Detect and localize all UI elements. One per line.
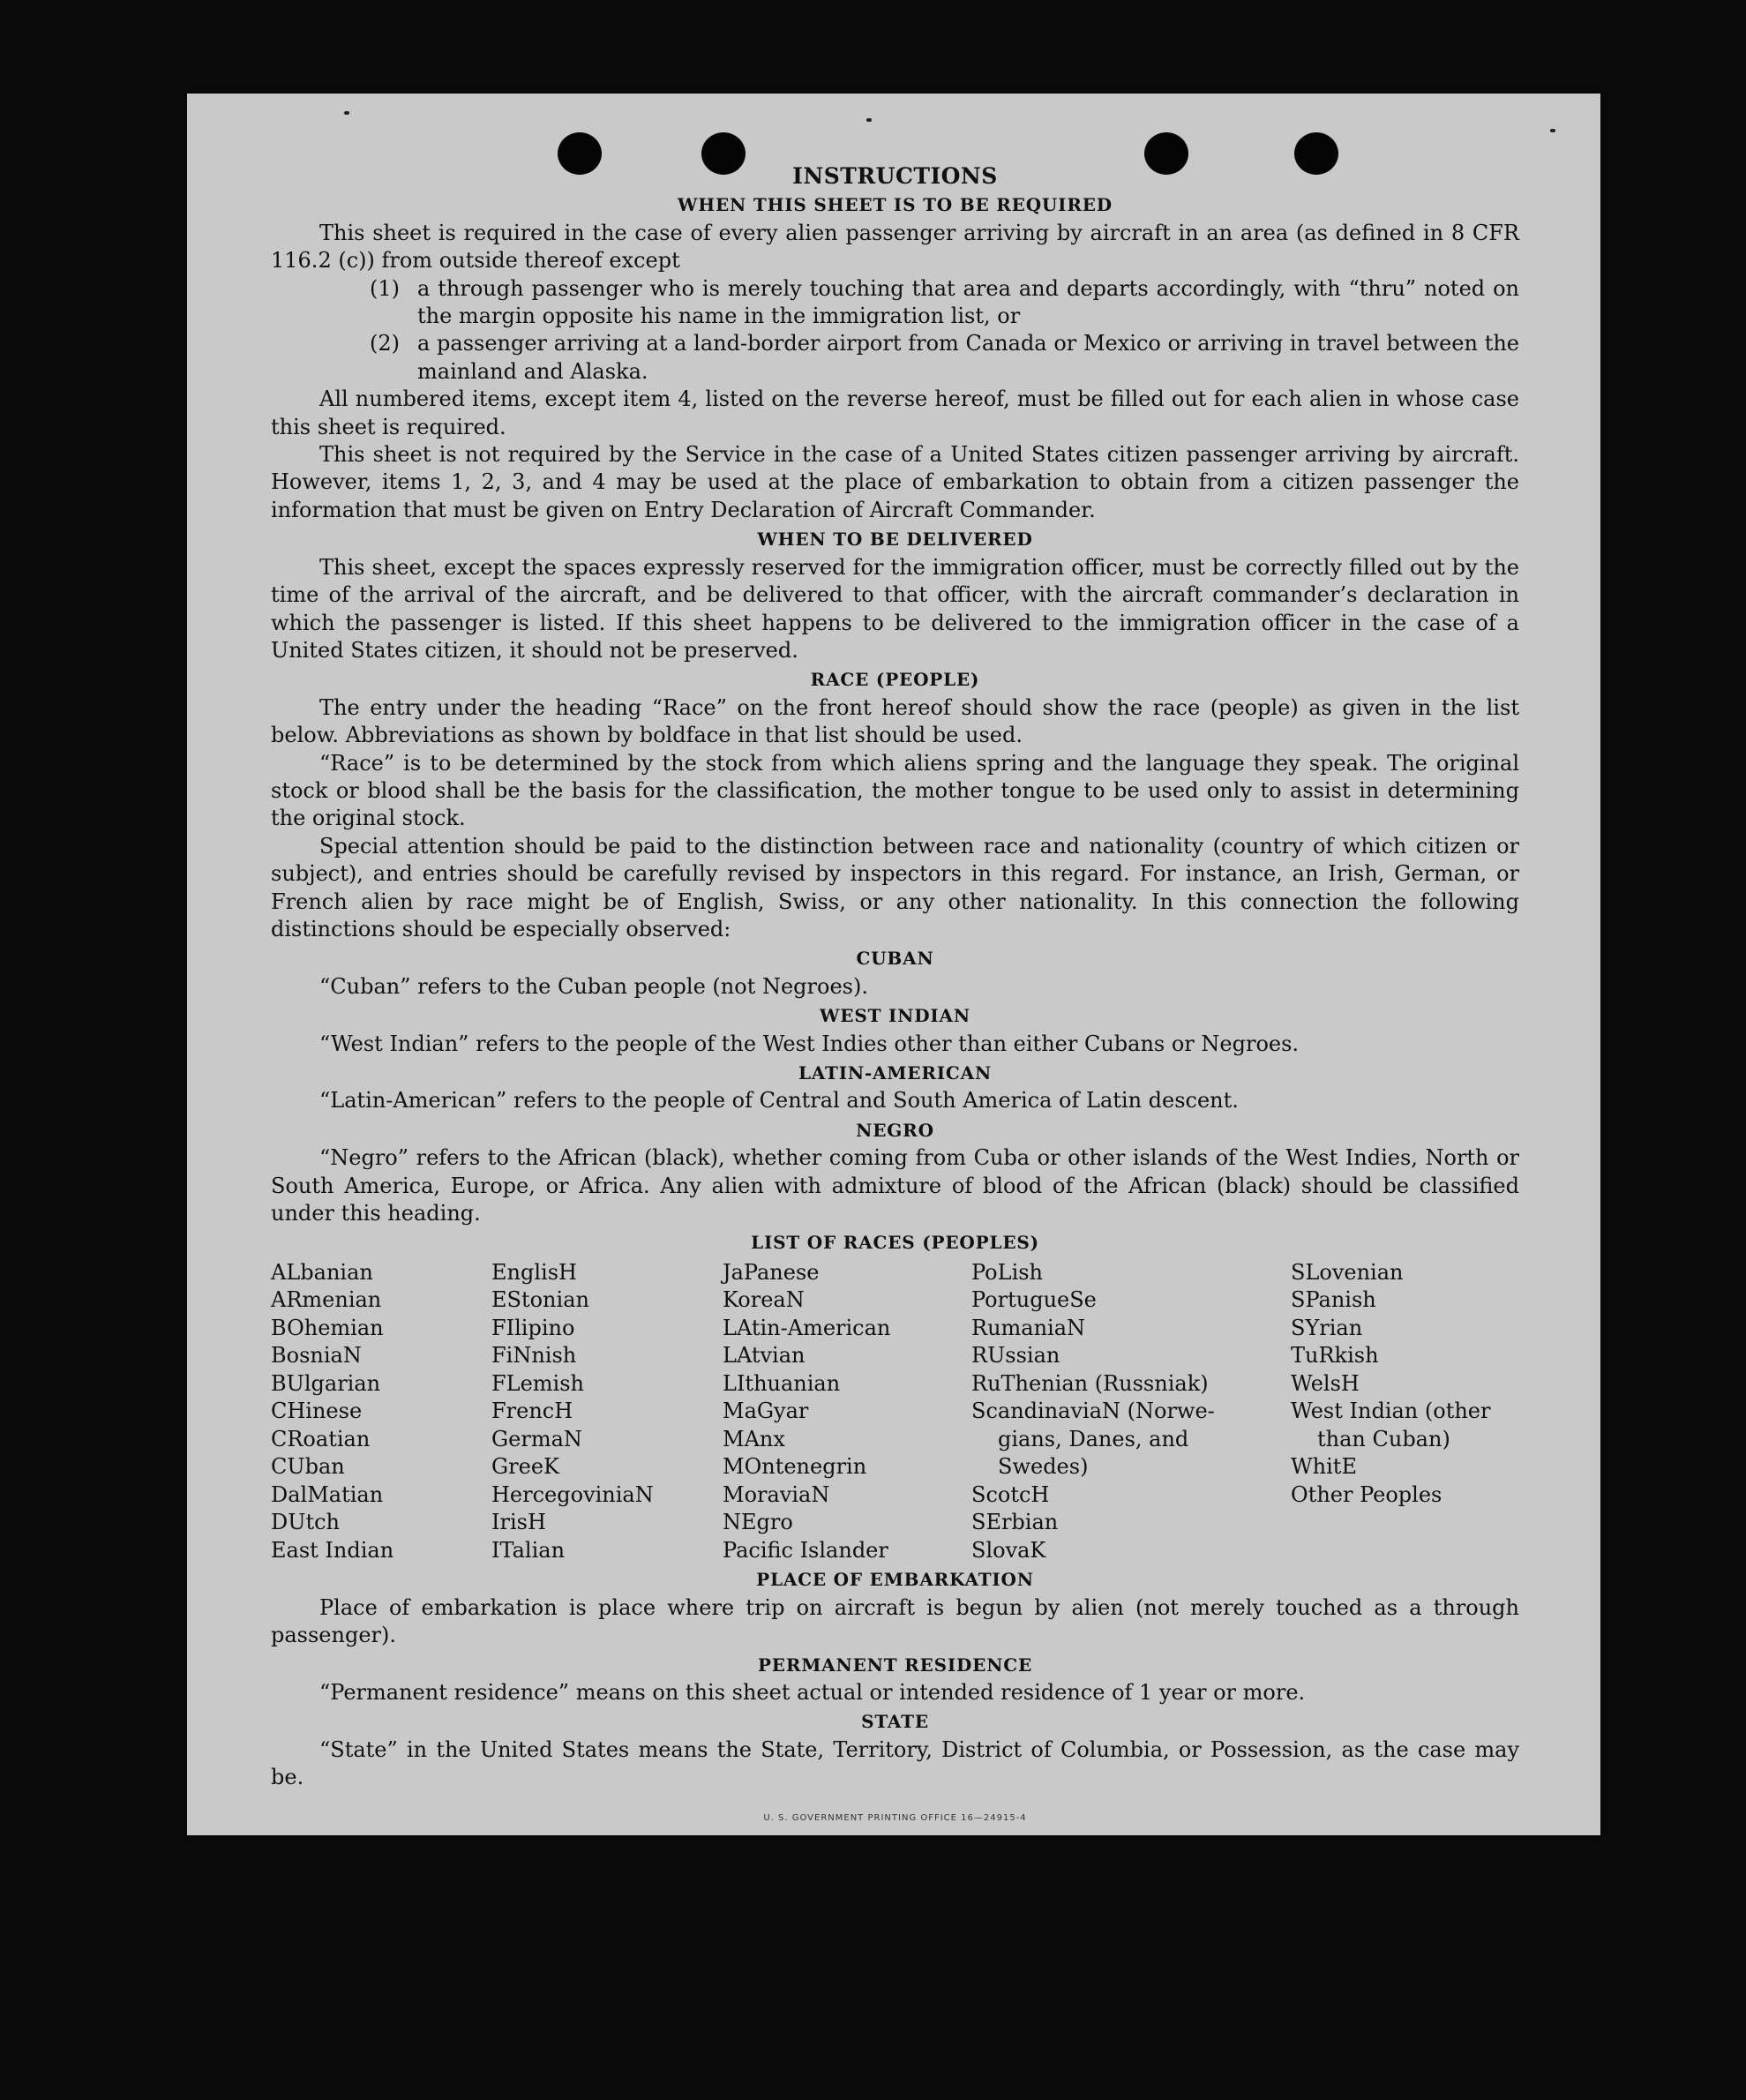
paragraph: “Permanent residence” means on this sheet actual or intended residence of 1 year or more. — [319, 1679, 1306, 1705]
race-entry: PortugueSe — [971, 1287, 1097, 1313]
paragraph: The entry under the heading “Race” on the front hereof should show the race (people) as given in the list below. Abbreviations as shown by boldface in that list should be used. — [271, 694, 1519, 748]
list-item — [271, 275, 1519, 331]
document-sheet — [187, 94, 1600, 1835]
race-entry: RUssian — [971, 1343, 1060, 1369]
race-entry: MAnx — [723, 1426, 785, 1451]
race-entry: SLovenian — [1291, 1259, 1404, 1285]
paragraph: “State” in the United States means the State, Territory, District of Columbia, or Possession, as the case may be. — [271, 1736, 1519, 1790]
race-entry: DalMatian — [271, 1481, 384, 1507]
paragraph: This sheet, except the spaces expressly reserved for the immigration officer, must be correctly filled out by the time of the arrival of the aircraft, and be delivered to that officer, with the aircraft commander’s declaration in which the passenger is listed. If this sheet happens to be delivered to the immigration officer in the case of a United States citizen, it should not be preserved. — [271, 554, 1519, 663]
race-entry: CRoatian — [271, 1426, 371, 1451]
list-item — [271, 330, 1519, 386]
page-title: INSTRUCTIONS — [792, 163, 998, 189]
race-entry: PoLish — [971, 1259, 1044, 1285]
race-entry: WhitE — [1291, 1454, 1357, 1480]
paragraph: This sheet is not required by the Service in the case of a United States citizen passenger arriving by aircraft. However, items 1, 2, 3, and 4 may be used at the place of embarkation to obtain from a citizen passenger the information that must be given on Entry Declaration of Aircraft Commander. — [271, 442, 1519, 522]
section-heading: STATE — [861, 1711, 929, 1733]
section-heading: LIST OF RACES (PEOPLES) — [751, 1232, 1039, 1254]
race-entry: DUtch — [271, 1510, 341, 1535]
section-heading: WHEN THIS SHEET IS TO BE REQUIRED — [678, 194, 1113, 216]
race-entry: WelsH — [1291, 1370, 1360, 1396]
race-entry: TuRkish — [1291, 1343, 1379, 1369]
instructions-body — [271, 162, 1519, 1832]
race-entry: than Cuban) — [1317, 1426, 1450, 1451]
paragraph: “Race” is to be determined by the stock from which aliens spring and the language they speak. The original stock or blood shall be the basis for the classification, the mother tongue to be used only to assist in determining the original stock. — [271, 750, 1519, 831]
race-entry: LAtin-American — [723, 1315, 891, 1340]
race-entry: IrisH — [491, 1510, 546, 1535]
race-entry: BosniaN — [271, 1343, 362, 1369]
race-entry: ALbanian — [271, 1259, 373, 1285]
section-heading: PERMANENT RESIDENCE — [757, 1654, 1033, 1676]
race-entry: MaGyar — [723, 1399, 809, 1424]
race-entry: ScotcH — [971, 1481, 1050, 1507]
race-entry: SErbian — [971, 1510, 1059, 1535]
race-entry: RuThenian (Russniak) — [971, 1370, 1209, 1396]
paragraph: “Cuban” refers to the Cuban people (not Negroes). — [319, 973, 868, 999]
race-entry: ARmenian — [271, 1287, 382, 1313]
race-entry: JaPanese — [723, 1259, 820, 1285]
race-entry: Swedes) — [998, 1454, 1089, 1480]
race-entry: LAtvian — [723, 1343, 806, 1369]
race-entry: West Indian (other — [1291, 1399, 1491, 1424]
race-entry: CUban — [271, 1454, 345, 1480]
race-entry: ITalian — [491, 1537, 566, 1563]
race-entry: Pacific Islander — [723, 1537, 888, 1563]
races-column — [491, 1259, 723, 1565]
race-entry: ScandinaviaN (Norwe- — [971, 1399, 1215, 1424]
races-column — [723, 1259, 971, 1565]
paragraph: All numbered items, except item 4, listed on the reverse hereof, must be filled out for each alien in whose case this sheet is required. — [271, 386, 1519, 439]
race-entry: GreeK — [491, 1454, 559, 1480]
race-entry: RumaniaN — [971, 1315, 1086, 1340]
paragraph: “West Indian” refers to the people of the West Indies other than either Cubans or Negroes. — [319, 1031, 1300, 1056]
race-entry: NEgro — [723, 1510, 793, 1535]
races-list — [271, 1259, 1519, 1565]
race-entry: FLemish — [491, 1370, 584, 1396]
race-entry: BOhemian — [271, 1315, 384, 1340]
race-entry: FIlipino — [491, 1315, 575, 1340]
race-entry: SPanish — [1291, 1287, 1376, 1313]
races-column — [971, 1259, 1291, 1565]
race-entry: MOntenegrin — [723, 1454, 867, 1480]
race-entry: EStonian — [491, 1287, 589, 1313]
item-number: (2) — [370, 331, 400, 356]
race-entry: gians, Danes, and — [998, 1426, 1189, 1451]
section-heading: CUBAN — [856, 948, 934, 970]
section-heading: RACE (PEOPLE) — [810, 669, 980, 691]
section-heading: WEST INDIAN — [820, 1005, 970, 1027]
section-heading: LATIN-AMERICAN — [798, 1062, 993, 1084]
race-entry: GermaN — [491, 1426, 582, 1451]
paragraph: This sheet is required in the case of every alien passenger arriving by aircraft in an area (as defined in 8 CFR 116.2 (c)) from outside thereof except — [271, 220, 1519, 274]
race-entry: KoreaN — [723, 1287, 805, 1313]
paragraph: Place of embarkation is place where trip on aircraft is begun by alien (not merely touched as a through passenger). — [271, 1594, 1519, 1648]
races-column — [271, 1259, 491, 1565]
race-entry: Other Peoples — [1291, 1481, 1443, 1507]
item-text: a passenger arriving at a land-border airport from Canada or Mexico or arriving in travel between the mainland and Alaska. — [417, 331, 1519, 384]
item-text: a through passenger who is merely touching that area and departs accordingly, with “thru” noted on the margin opposite his name in the immigration list, or — [417, 275, 1519, 329]
race-entry: East Indian — [271, 1537, 394, 1563]
race-entry: BUlgarian — [271, 1370, 381, 1396]
race-entry: CHinese — [271, 1399, 363, 1424]
race-entry: FiNnish — [491, 1343, 577, 1369]
printer-imprint: U. S. GOVERNMENT PRINTING OFFICE 16—24915-4 — [763, 1812, 1027, 1823]
race-entry: EnglisH — [491, 1259, 577, 1285]
section-heading: WHEN TO BE DELIVERED — [757, 529, 1033, 551]
race-entry: MoraviaN — [723, 1481, 830, 1507]
paragraph: “Negro” refers to the African (black), whether coming from Cuba or other islands of the West Indies, North or South America, Europe, or Africa. Any alien with admixture of blood of the African (black) should be classified under this heading. — [271, 1145, 1519, 1226]
paragraph: Special attention should be paid to the distinction between race and nationality (country of which citizen or subject), and entries should be carefully revised by inspectors in this regard. For instance, an Irish, German, or French alien by race might be of English, Swiss, or any other nationality. In this connection the following distinctions should be especially observed: — [271, 833, 1519, 941]
race-entry: SYrian — [1291, 1315, 1363, 1340]
race-entry: HercegoviniaN — [491, 1481, 654, 1507]
item-number: (1) — [370, 275, 400, 301]
paragraph: “Latin-American” refers to the people of Central and South America of Latin descent. — [319, 1088, 1239, 1114]
section-heading: NEGRO — [856, 1119, 934, 1141]
races-column — [1291, 1259, 1519, 1565]
section-heading: PLACE OF EMBARKATION — [756, 1569, 1034, 1591]
race-entry: SlovaK — [971, 1537, 1046, 1563]
race-entry: FrencH — [491, 1399, 573, 1424]
race-entry: LIthuanian — [723, 1370, 841, 1396]
